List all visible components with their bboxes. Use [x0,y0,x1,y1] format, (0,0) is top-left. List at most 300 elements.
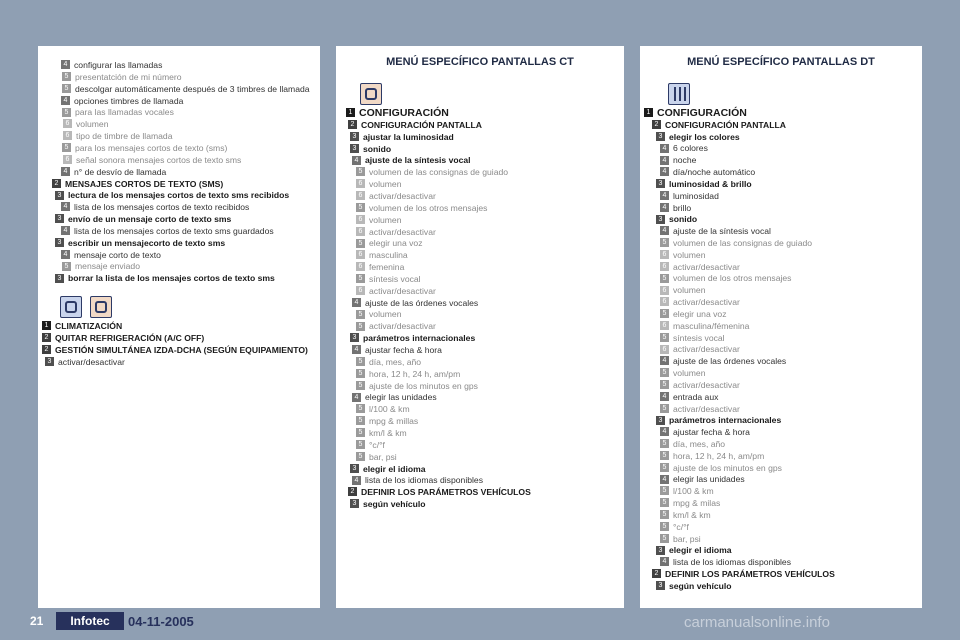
menu-item-label: km/l & km [369,428,407,439]
phone-icon [60,296,82,318]
level-badge: 3 [656,132,665,141]
menu-item [61,167,166,178]
menu-item-label: para los mensajes cortos de texto (sms) [75,143,228,154]
left-panel [38,46,320,608]
menu-item-label: parámetros internacionales [669,415,782,426]
menu-item-label: lista de los mensajes cortos de texto recibidos [74,202,250,213]
menu-item [350,464,426,475]
level-badge: 5 [356,322,365,331]
level-badge: 4 [352,345,361,354]
menu-item-label: femenina [369,262,405,273]
level-badge: 4 [660,203,669,212]
menu-item [352,155,471,166]
level-badge: 6 [356,286,365,295]
menu-item-label: parámetros internacionales [363,333,476,344]
menu-item [356,369,460,380]
menu-item-label: descolgar automáticamente después de 3 timbres de llamada [75,83,310,94]
menu-item [656,545,732,556]
level-badge: 3 [656,179,665,188]
menu-item-label: volumen [673,250,706,261]
menu-item [350,132,454,143]
menu-item [356,321,436,332]
menu-item-label: brillo [673,202,692,213]
menu-item [660,250,705,261]
menu-item [660,392,718,403]
menu-item-label: ajustar fecha & hora [673,427,750,438]
menu-item-label: CONFIGURACIÓN [359,107,449,120]
menu-item-label: envío de un mensaje corto de texto sms [68,214,232,225]
level-badge: 5 [660,486,669,495]
menu-item-label: volumen de los otros mensajes [369,203,488,214]
menu-item [55,190,289,201]
menu-item-label: según vehículo [363,499,426,510]
menu-item-label: activar/desactivar [673,261,740,272]
level-badge: 5 [660,368,669,377]
menu-item [660,238,812,249]
menu-item [660,534,701,545]
menu-item-label: ajuste de los minutos en gps [369,380,478,391]
menu-item-label: elegir las unidades [365,392,437,403]
menu-item [61,202,249,213]
level-badge: 4 [660,356,669,365]
level-badge: 3 [45,357,54,366]
menu-item-label: ajustar la luminosidad [363,131,454,142]
menu-item-label: l/100 & km [369,404,410,415]
level-badge: 6 [660,286,669,295]
level-badge: 3 [656,416,665,425]
menu-item-label: volumen de las consignas de guiado [673,238,813,249]
level-badge: 5 [62,262,71,271]
menu-item-label: lista de los idiomas disponibles [365,475,483,486]
menu-item-label: volumen [673,285,706,296]
menu-item [356,357,421,368]
menu-item [652,120,786,131]
menu-item [660,273,791,284]
menu-item-label: síntesis vocal [673,332,725,343]
menu-item-label: lista de los idiomas disponibles [673,557,791,568]
level-badge: 6 [356,227,365,236]
menu-item [356,215,401,226]
level-badge: 4 [660,557,669,566]
menu-item-label: volumen de las consignas de guiado [369,167,509,178]
level-badge: 6 [63,131,72,140]
menu-item-label: entrada aux [673,391,719,402]
menu-item-label: DEFINIR LOS PARÁMETROS VEHÍCULOS [361,487,531,498]
menu-item-label: activar/desactivar [58,356,125,367]
menu-item [644,108,747,119]
menu-item [55,214,231,225]
level-badge: 4 [352,156,361,165]
level-badge: 2 [42,333,51,342]
menu-item-label: activar/desactivar [369,226,436,237]
menu-item-label: activar/desactivar [369,285,436,296]
level-badge: 4 [352,476,361,485]
menu-item-label: volumen [76,119,109,130]
level-badge: 3 [656,215,665,224]
level-badge: 5 [356,357,365,366]
menu-item-label: QUITAR REFRIGERACIÓN (A/C OFF) [55,333,205,344]
level-badge: 3 [55,214,64,223]
level-badge: 5 [660,534,669,543]
level-badge: 5 [356,440,365,449]
menu-item-label: elegir una voz [369,238,423,249]
level-badge: 5 [660,451,669,460]
menu-item [656,415,781,426]
menu-item [62,143,227,154]
level-badge: 3 [656,581,665,590]
menu-item [356,227,436,238]
menu-item [660,368,705,379]
level-badge: 6 [660,345,669,354]
menu-item-label: día, mes, año [673,439,726,450]
level-badge: 3 [350,499,359,508]
menu-item [62,261,140,272]
menu-item [61,250,161,261]
menu-item [660,451,764,462]
menu-item-label: ajuste de la síntesis vocal [673,226,771,237]
menu-item-label: borrar la lista de los mensajes cortos de texto sms [68,273,275,284]
menu-item-label: activar/desactivar [673,297,740,308]
menu-item [62,72,182,83]
level-badge: 3 [350,333,359,342]
menu-item-label: ajustar fecha & hora [365,345,442,356]
menu-item-label: según vehículo [669,581,732,592]
menu-item-label: mensaje enviado [75,261,140,272]
menu-item [660,333,725,344]
menu-item-label: DEFINIR LOS PARÁMETROS VEHÍCULOS [665,569,835,580]
menu-item-label: CONFIGURACIÓN PANTALLA [665,120,786,131]
level-badge: 5 [660,274,669,283]
level-badge: 5 [356,274,365,283]
menu-item-label: km/l & km [673,510,711,521]
menu-item-label: lectura de los mensajes cortos de texto sms recibidos [68,190,290,201]
menu-item [660,309,727,320]
level-badge: 4 [61,226,70,235]
level-badge: 4 [660,144,669,153]
level-badge: 4 [660,191,669,200]
menu-item-label: escribir un mensajecorto de texto sms [68,237,226,248]
menu-item [656,214,697,225]
level-badge: 5 [660,309,669,318]
level-badge: 2 [52,179,61,188]
menu-item [356,191,436,202]
menu-item [660,191,719,202]
menu-item [350,499,426,510]
level-badge: 5 [660,333,669,342]
menu-item-label: ajuste de las órdenes vocales [673,356,787,367]
menu-item [62,107,174,118]
ct-panel-title: MENÚ ESPECÍFICO PANTALLAS CT [386,56,574,68]
menu-item [55,238,225,249]
menu-item-label: para las llamadas vocales [75,107,174,118]
level-badge: 3 [656,546,665,555]
menu-item-label: tipo de timbre de llamada [76,131,173,142]
menu-item-label: volumen [369,214,402,225]
menu-item-label: volumen de los otros mensajes [673,273,792,284]
menu-item [62,84,310,95]
menu-item-label: 6 colores [673,143,708,154]
menu-item-label: elegir los colores [669,131,740,142]
level-badge: 4 [352,393,361,402]
menu-item-label: masculina/fémenina [673,320,750,331]
menu-item-label: mpg & milas [673,498,721,509]
level-badge: 5 [356,381,365,390]
level-badge: 4 [660,427,669,436]
menu-item-label: luminosidad [673,190,719,201]
menu-item [356,262,404,273]
level-badge: 5 [62,143,71,152]
menu-item [63,155,241,166]
level-badge: 5 [356,203,365,212]
menu-item [42,345,308,356]
level-badge: 6 [63,119,72,128]
level-badge: 3 [350,464,359,473]
menu-item-label: elegir las unidades [673,474,745,485]
level-badge: 4 [61,60,70,69]
level-badge: 1 [346,108,355,117]
menu-item-label: ajuste de las órdenes vocales [365,297,479,308]
menu-item [63,131,173,142]
level-badge: 1 [42,321,51,330]
level-badge: 2 [348,120,357,129]
level-badge: 3 [350,144,359,153]
level-badge: 4 [61,96,70,105]
level-badge: 4 [352,298,361,307]
level-badge: 5 [660,498,669,507]
menu-item [660,344,740,355]
menu-item-label: °c/°f [673,521,689,532]
menu-item-label: hora, 12 h, 24 h, am/pm [369,368,461,379]
menu-item [348,487,531,498]
menu-item [660,203,691,214]
equalizer-icon [668,83,690,105]
menu-item [660,143,708,154]
menu-item [660,427,750,438]
menu-item [348,120,482,131]
menu-item [352,298,478,309]
menu-item [656,132,740,143]
menu-item-label: volumen [673,368,706,379]
menu-item [652,569,835,580]
level-badge: 6 [356,191,365,200]
level-badge: 6 [660,250,669,259]
level-badge: 6 [356,215,365,224]
menu-item [660,510,711,521]
settings-icon [360,83,382,105]
level-badge: 5 [62,108,71,117]
watermark: carmanualsonline.info [684,614,830,631]
menu-item-label: señal sonora mensajes cortos de texto sms [76,155,242,166]
menu-item-label: luminosidad & brillo [669,179,752,190]
level-badge: 5 [660,522,669,531]
menu-item [660,486,714,497]
menu-item-label: elegir el idioma [669,545,732,556]
level-badge: 5 [660,439,669,448]
menu-item-label: CLIMATIZACIÓN [55,321,123,332]
level-badge: 2 [42,345,51,354]
level-badge: 6 [660,297,669,306]
ct-panel [336,46,624,608]
level-badge: 5 [660,238,669,247]
level-badge: 5 [356,167,365,176]
level-badge: 5 [660,463,669,472]
level-badge: 5 [356,239,365,248]
menu-item [356,238,423,249]
dt-panel-title: MENÚ ESPECÍFICO PANTALLAS DT [687,56,875,68]
menu-item [356,440,385,451]
menu-item-label: n° de desvío de llamada [74,166,167,177]
menu-item [352,392,437,403]
footer-date: 04-11-2005 [128,614,194,629]
menu-item [356,428,407,439]
level-badge: 4 [660,167,669,176]
menu-item [356,452,397,463]
level-badge: 5 [356,310,365,319]
menu-item [660,297,740,308]
menu-item-label: activar/desactivar [673,344,740,355]
menu-item [660,155,696,166]
page-number: 21 [30,614,44,628]
level-badge: 6 [356,262,365,271]
menu-item [350,333,475,344]
menu-item-label: elegir una voz [673,309,727,320]
menu-item-label: mpg & millas [369,416,419,427]
menu-item [660,474,745,485]
menu-item [660,380,740,391]
level-badge: 2 [652,569,661,578]
level-badge: 5 [660,380,669,389]
menu-item [352,345,442,356]
menu-item-label: sonido [669,214,698,225]
menu-item-label: MENSAJES CORTOS DE TEXTO (SMS) [65,178,224,189]
level-badge: 6 [660,321,669,330]
menu-item [356,286,436,297]
menu-item-label: día, mes, año [369,357,422,368]
level-badge: 5 [660,510,669,519]
level-badge: 4 [660,475,669,484]
level-badge: 4 [61,202,70,211]
infotec-logo: Infotec [56,612,124,630]
menu-item [55,273,275,284]
menu-item-label: bar, psi [673,533,701,544]
menu-item [660,404,740,415]
level-badge: 6 [356,179,365,188]
level-badge: 2 [652,120,661,129]
menu-item-label: masculina [369,250,408,261]
menu-item [356,381,478,392]
level-badge: 3 [55,238,64,247]
menu-item-label: l/100 & km [673,486,714,497]
menu-item [660,557,791,568]
level-badge: 6 [660,262,669,271]
menu-item-label: lista de los mensajes cortos de texto sms guardados [74,226,274,237]
menu-item [660,226,771,237]
menu-item-label: bar, psi [369,451,397,462]
menu-item [656,581,732,592]
menu-item [660,439,725,450]
menu-item [356,416,418,427]
menu-item-label: presentatción de mi número [75,72,182,83]
menu-item-label: sonido [363,143,392,154]
menu-item [350,144,391,155]
menu-item-label: opciones timbres de llamada [74,95,184,106]
level-badge: 5 [660,404,669,413]
level-badge: 5 [356,404,365,413]
menu-item [656,179,752,190]
level-badge: 5 [62,84,71,93]
climate-icon [90,296,112,318]
menu-item [660,463,782,474]
menu-item-label: noche [673,155,697,166]
menu-item-label: activar/desactivar [673,380,740,391]
menu-item-label: hora, 12 h, 24 h, am/pm [673,451,765,461]
menu-item-label: CONFIGURACIÓN PANTALLA [361,120,482,131]
menu-item [61,60,162,71]
level-badge: 6 [63,155,72,164]
level-badge: 5 [62,72,71,81]
menu-item-label: activar/desactivar [369,191,436,202]
menu-item-label: configurar las llamadas [74,60,163,71]
menu-item-label: síntesis vocal [369,274,421,285]
menu-item-label: ajuste de los minutos en gps [673,462,782,473]
menu-item-label: día/noche automático [673,167,756,178]
level-badge: 4 [61,250,70,259]
dt-panel [640,46,922,608]
menu-item-label: activar/desactivar [369,321,436,332]
menu-item-label: volumen [369,309,402,320]
menu-item-label: volumen [369,179,402,190]
menu-item-label: ajuste de la síntesis vocal [365,155,471,166]
menu-item [61,96,183,107]
menu-item [42,321,122,332]
level-badge: 4 [660,392,669,401]
level-badge: 1 [644,108,653,117]
level-badge: 4 [660,156,669,165]
menu-item [356,167,508,178]
menu-item [356,404,410,415]
menu-item [346,108,449,119]
menu-item [356,179,401,190]
menu-item [660,262,740,273]
menu-item [660,522,689,533]
level-badge: 6 [356,250,365,259]
level-badge: 4 [61,167,70,176]
menu-item [352,475,483,486]
menu-item [42,333,204,344]
menu-item [63,119,108,130]
menu-item [52,179,223,190]
level-badge: 3 [55,274,64,283]
level-badge: 3 [55,191,64,200]
level-badge: 3 [350,132,359,141]
menu-item [660,285,705,296]
menu-item-label: GESTIÓN SIMULTÁNEA IZDA-DCHA (SEGÚN EQUIPAMIENTO) [55,344,308,355]
level-badge: 2 [348,487,357,496]
menu-item [61,226,274,237]
menu-item [660,321,749,332]
menu-item-label: elegir el idioma [363,463,426,474]
menu-item [356,203,487,214]
menu-item [356,309,401,320]
menu-item [356,250,408,261]
menu-item [45,357,125,368]
menu-item [356,274,421,285]
level-badge: 5 [356,416,365,425]
menu-item-label: mensaje corto de texto [74,249,161,260]
menu-item-label: CONFIGURACIÓN [657,107,747,120]
level-badge: 5 [356,452,365,461]
menu-item [660,167,755,178]
